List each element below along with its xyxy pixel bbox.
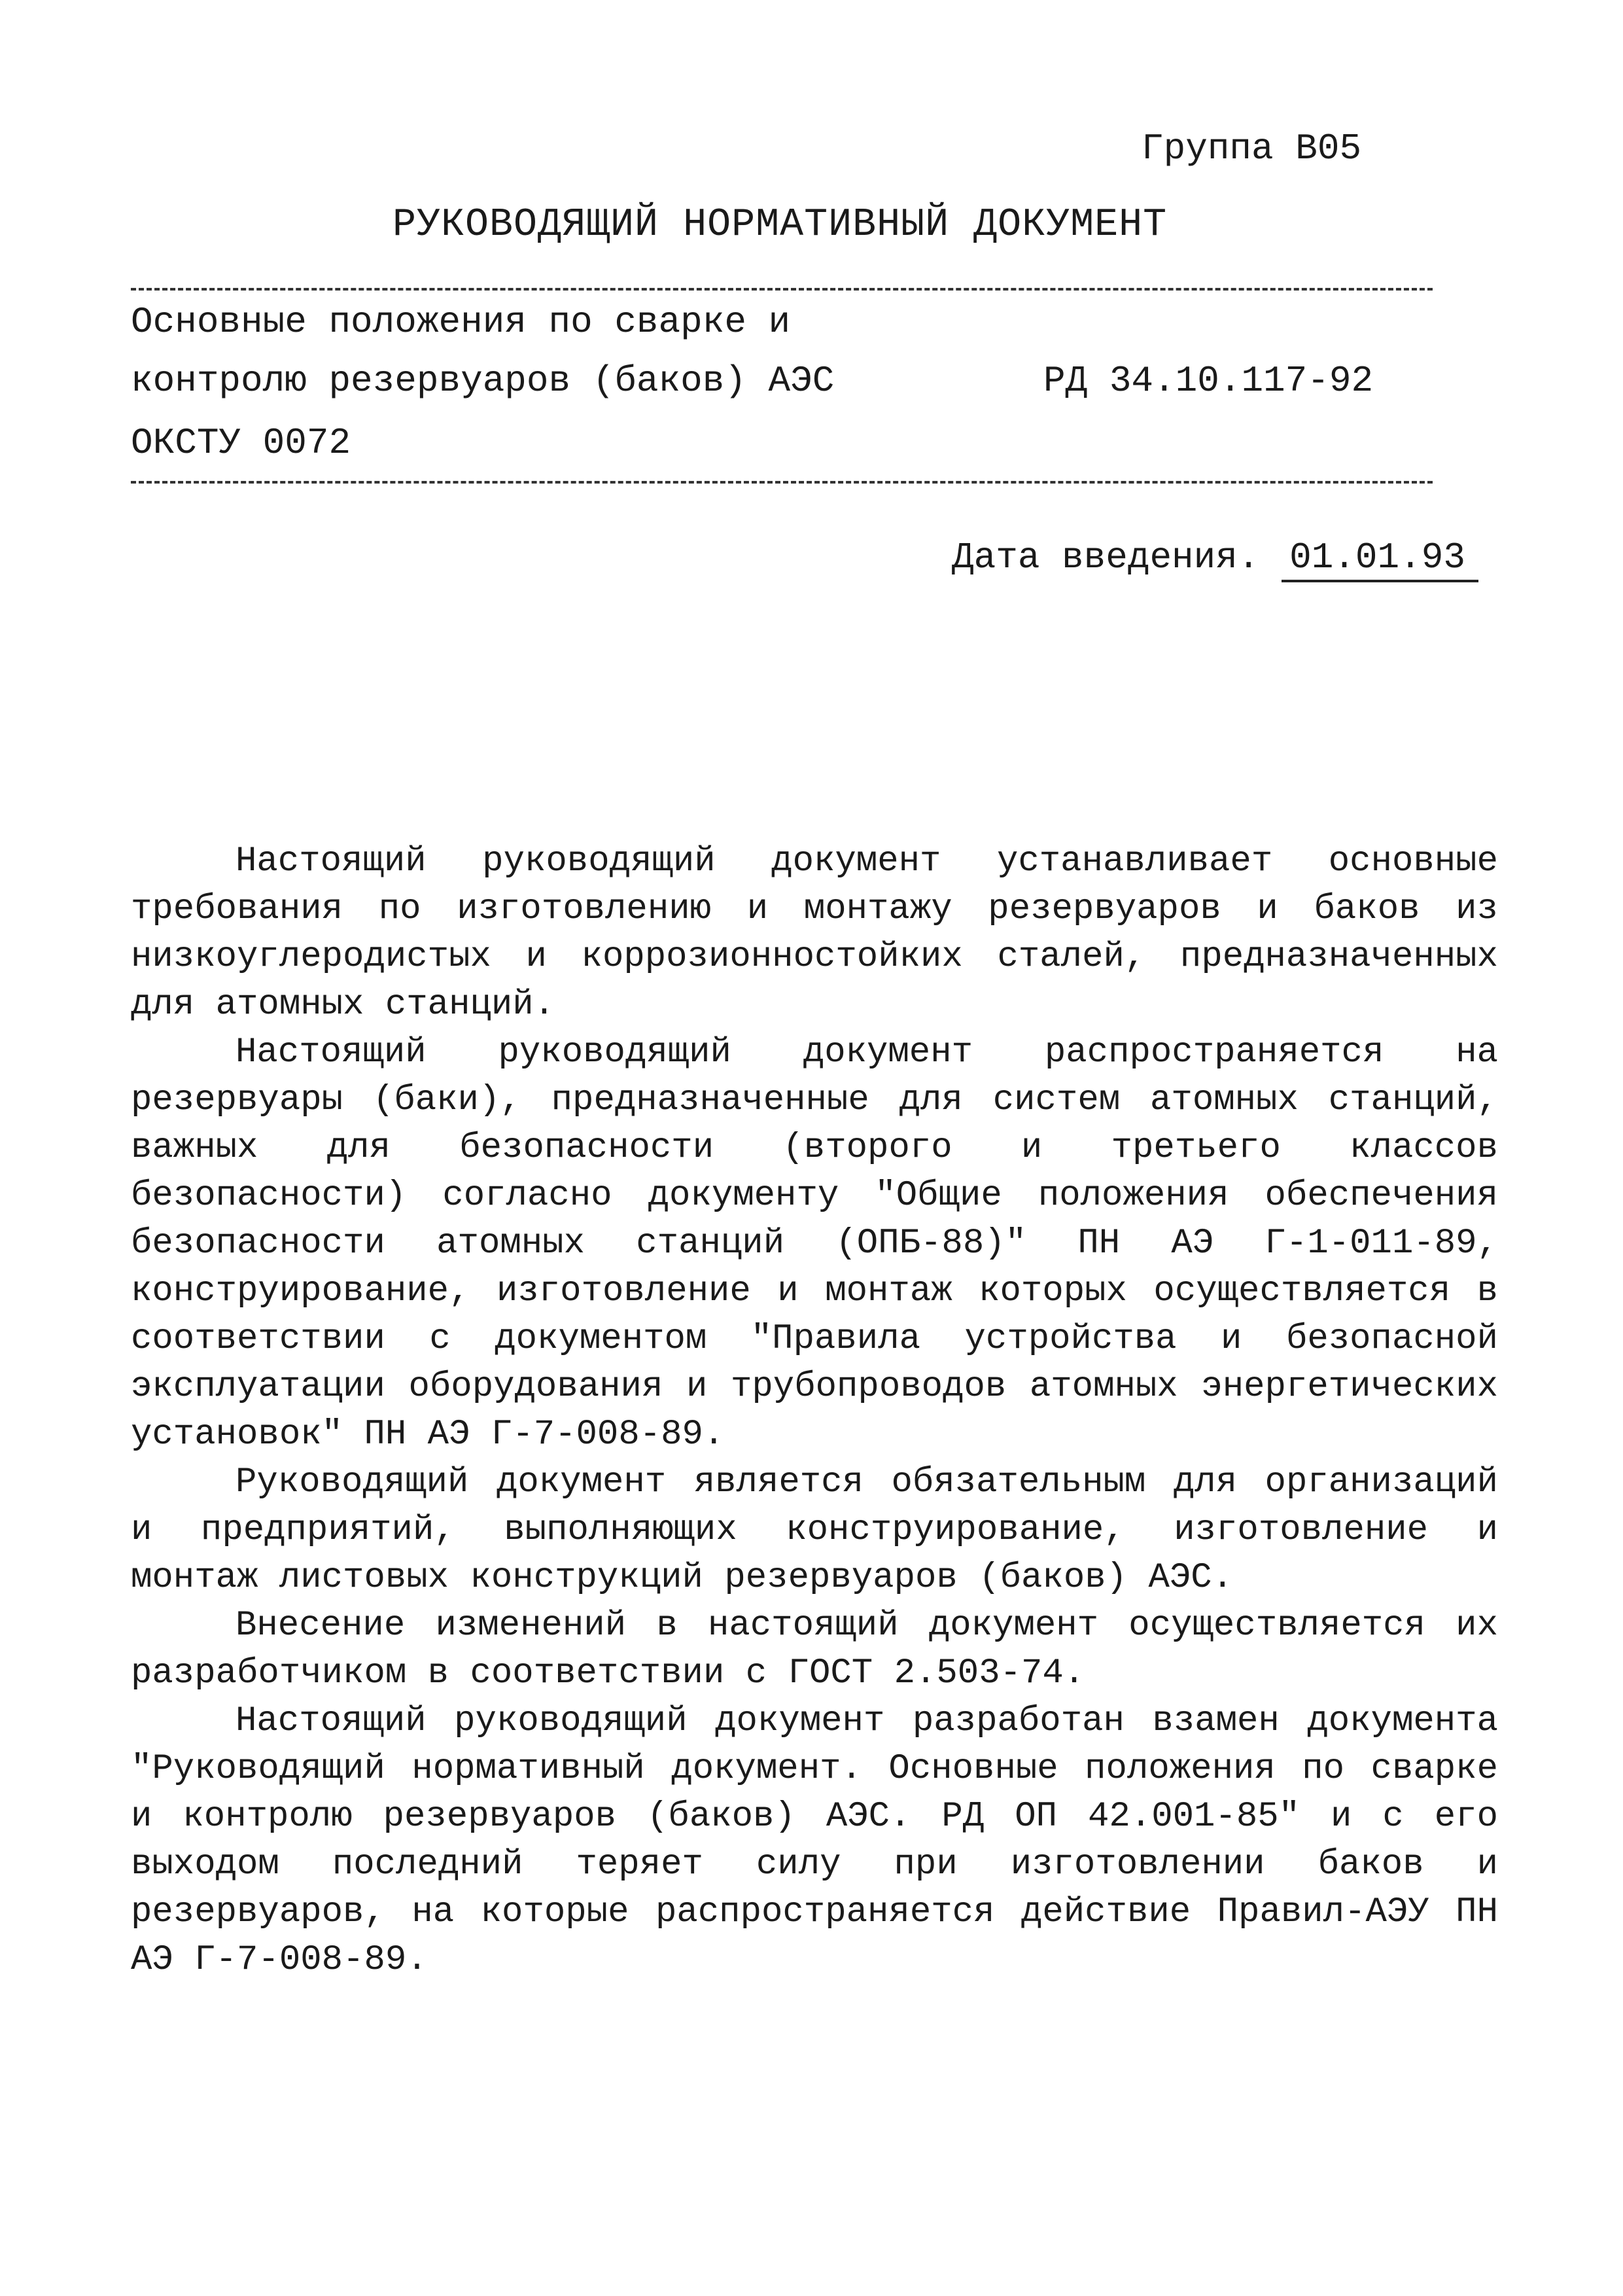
introduction-date-value: 01.01.93 <box>1282 537 1478 582</box>
paragraph-4: Внесение изменений в настоящий документ осуществляется их разработчиком в соответствии с ГОСТ 2.503-74. <box>131 1606 1498 1693</box>
paragraph-3: Руководящий документ является обязательным для организаций и предприятий, выполняющих конструирование, изготовление и монтаж листовых конструкций резервуаров (баков) АЭС. <box>131 1462 1498 1598</box>
top-divider <box>131 288 1433 291</box>
paragraph-5: Настоящий руководящий документ разработан взамен документа "Руководящий нормативный документ. Основные положения по сварке и контролю резервуаров (баков) АЭС. РД ОП 42.001-85" и с его выходом последний теряет силу при изготовлении баков и резервуаров, на которые распространяется действие Правил-АЭУ ПН АЭ Г-7-008-89. <box>131 1701 1498 1980</box>
document-title-line2: контролю резервуаров (баков) АЭС <box>131 360 835 402</box>
document-number: РД 34.10.117-92 <box>1043 360 1374 402</box>
document-type-heading: РУКОВОДЯЩИЙ НОРМАТИВНЫЙ ДОКУМЕНТ <box>393 203 1168 247</box>
group-code: Группа В05 <box>1142 128 1362 169</box>
oksty-code: ОКСТУ 0072 <box>131 422 351 464</box>
document-body <box>131 838 1498 1984</box>
document-title-line1: Основные положения по сварке и <box>131 301 791 343</box>
bottom-divider <box>131 481 1433 484</box>
paragraph-1: Настоящий руководящий документ устанавливает основные требования по изготовлению и монтажу резервуаров и баков из низкоуглеродистых и коррозионностойких сталей, предназначенных для атомных станций. <box>131 841 1498 1025</box>
introduction-date: Дата введения. 01.01.93 <box>952 537 1478 582</box>
paragraph-2: Настоящий руководящий документ распространяется на резервуары (баки), предназначенные для систем атомных станций, важных для безопасности (второго и третьего классов безопасности) согласно документу "Общие положения обеспечения безопасности атомных станций (ОПБ-88)" ПН АЭ Г-1-011-89, конструирование, изготовление и монтаж которых осуществляется в соответствии с документом "Правила устройства и безопасной эксплуатации оборудования и трубопроводов атомных энергетических установок" ПН АЭ Г-7-008-89. <box>131 1033 1498 1455</box>
introduction-date-label: Дата введения <box>952 537 1238 578</box>
